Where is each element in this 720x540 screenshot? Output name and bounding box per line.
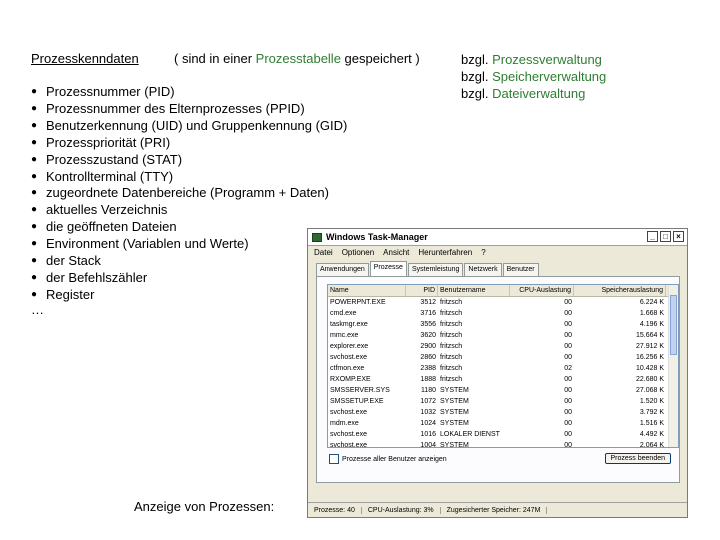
list-item: ● zugeordnete Datenbereiche (Programm + Daten) — [31, 185, 347, 202]
bzgl-list — [461, 51, 606, 102]
show-all-processes-label: Prozesse aller Benutzer anzeigen — [342, 455, 447, 463]
caption: Anzeige von Prozessen: — [134, 499, 275, 514]
bzgl-item — [461, 85, 606, 102]
table-row[interactable] — [328, 352, 678, 363]
tab-systemleistung[interactable]: Systemleistung — [408, 263, 463, 276]
attribute-list — [31, 84, 347, 304]
table-row[interactable] — [328, 374, 678, 385]
cell-memory: 4.196 K — [639, 321, 664, 328]
cell-name: mdm.exe — [330, 420, 359, 427]
table-row[interactable] — [328, 319, 678, 330]
window-controls — [647, 231, 684, 242]
cell-memory: 27.912 K — [635, 343, 664, 350]
tab-netzwerk[interactable]: Netzwerk — [464, 263, 501, 276]
table-row[interactable] — [328, 330, 678, 341]
cell-user: fritzsch — [440, 343, 463, 350]
table-row[interactable] — [328, 418, 678, 429]
taskmanager-icon — [312, 233, 322, 242]
cell-cpu: 00 — [564, 431, 572, 438]
status-cpu: CPU-Auslastung: 3% — [362, 507, 441, 514]
cell-cpu: 00 — [564, 442, 572, 448]
cell-user: SYSTEM — [440, 387, 469, 394]
cell-cpu: 00 — [564, 332, 572, 339]
status-processes: Prozesse: 40 — [308, 507, 362, 514]
cell-name: explorer.exe — [330, 343, 369, 350]
cell-user: LOKALER DIENST — [440, 431, 500, 438]
process-list-header — [328, 285, 678, 297]
menu-herunterfahren[interactable]: Herunterfahren — [418, 248, 473, 257]
status-memory: Zugesicherter Speicher: 247M — [441, 507, 548, 514]
list-item: ● Prozessnummer (PID) — [31, 84, 347, 101]
cell-memory: 10.428 K — [635, 365, 664, 372]
cell-cpu: 00 — [564, 321, 572, 328]
cell-cpu: 00 — [564, 387, 572, 394]
cell-memory: 4.492 K — [639, 431, 664, 438]
table-note — [174, 51, 420, 66]
cell-pid: 3512 — [420, 299, 436, 306]
cell-user: SYSTEM — [440, 398, 469, 405]
column-header-name[interactable]: Name — [328, 285, 406, 296]
cell-memory: 3.792 K — [639, 409, 664, 416]
table-row[interactable] — [328, 396, 678, 407]
cell-pid: 1180 — [420, 387, 436, 394]
cell-cpu: 00 — [564, 398, 572, 405]
table-row[interactable] — [328, 407, 678, 418]
table-row[interactable] — [328, 308, 678, 319]
menubar — [308, 246, 687, 259]
cell-cpu: 00 — [564, 409, 572, 416]
process-list[interactable] — [327, 284, 679, 448]
tab-anwendungen[interactable]: Anwendungen — [316, 263, 369, 276]
list-item: ● die geöffneten Dateien — [31, 219, 347, 236]
cell-user: SYSTEM — [440, 409, 469, 416]
window-title: Windows Task-Manager — [326, 232, 428, 242]
column-header-cpu[interactable]: CPU-Auslastung — [510, 285, 574, 296]
heading-title — [31, 51, 139, 66]
menu-optionen[interactable]: Optionen — [341, 248, 375, 257]
checkbox-box[interactable] — [329, 454, 339, 464]
cell-pid: 2860 — [420, 354, 436, 361]
window-titlebar[interactable] — [308, 229, 687, 246]
table-row[interactable] — [328, 297, 678, 308]
cell-user: fritzsch — [440, 376, 463, 383]
cell-user: fritzsch — [440, 321, 463, 328]
list-item: ● aktuelles Verzeichnis — [31, 202, 347, 219]
table-note-suffix: gespeichert ) — [340, 51, 420, 66]
list-item: ● Benutzerkennung (UID) und Gruppenkennung (GID) — [31, 118, 347, 135]
cell-pid: 3556 — [420, 321, 436, 328]
scrollbar-thumb[interactable] — [670, 295, 677, 355]
table-row[interactable] — [328, 385, 678, 396]
cell-memory: 16.256 K — [635, 354, 664, 361]
column-header-memory[interactable]: Speicherauslastung — [574, 285, 666, 296]
cell-pid: 1032 — [420, 409, 436, 416]
cell-name: SMSSERVER.SYS — [330, 387, 390, 394]
table-row[interactable] — [328, 440, 678, 448]
menu-datei[interactable]: Datei — [314, 248, 333, 257]
cell-cpu: 02 — [564, 365, 572, 372]
show-all-processes-checkbox[interactable] — [329, 454, 447, 464]
bzgl-label: Prozessverwaltung — [492, 52, 602, 67]
cell-memory: 22.680 K — [635, 376, 664, 383]
cell-pid: 2388 — [420, 365, 436, 372]
cell-cpu: 00 — [564, 354, 572, 361]
status-bar — [308, 502, 687, 517]
cell-user: SYSTEM — [440, 420, 469, 427]
cell-pid: 1024 — [420, 420, 436, 427]
cell-user: fritzsch — [440, 310, 463, 317]
cell-cpu: 00 — [564, 343, 572, 350]
list-item: ● der Befehlszähler — [31, 270, 347, 287]
heading-title-text: Prozesskenndaten — [31, 51, 139, 66]
cell-name: ctfmon.exe — [330, 365, 365, 372]
bzgl-item — [461, 68, 606, 85]
menu-ansicht[interactable]: Ansicht — [383, 248, 410, 257]
bzgl-prefix: bzgl. — [461, 69, 493, 84]
cell-name: svchost.exe — [330, 354, 367, 361]
cell-user: fritzsch — [440, 365, 463, 372]
cell-memory: 2.064 K — [639, 442, 664, 448]
cell-name: svchost.exe — [330, 442, 367, 448]
cell-pid: 1072 — [420, 398, 436, 405]
process-panel — [316, 276, 680, 483]
bzgl-label: Dateiverwaltung — [492, 86, 586, 101]
cell-name: svchost.exe — [330, 431, 367, 438]
table-row[interactable] — [328, 363, 678, 374]
vertical-scrollbar[interactable] — [668, 285, 678, 447]
cell-name: RXOMP.EXE — [330, 376, 371, 383]
list-item: ● Prozessnummer des Elternprozesses (PPID) — [31, 101, 347, 118]
cell-pid: 1016 — [420, 431, 436, 438]
process-rows — [328, 297, 678, 448]
bzgl-label: Speicherverwaltung — [492, 69, 607, 84]
column-header-user[interactable]: Benutzername — [438, 285, 510, 296]
cell-name: mmc.exe — [330, 332, 359, 339]
cell-cpu: 00 — [564, 299, 572, 306]
bzgl-prefix: bzgl. — [461, 86, 493, 101]
menu-help[interactable]: ? — [481, 248, 486, 257]
cell-cpu: 00 — [564, 376, 572, 383]
cell-pid: 1888 — [420, 376, 436, 383]
cell-pid: 1004 — [420, 442, 436, 448]
cell-name: taskmgr.exe — [330, 321, 368, 328]
task-manager-window — [307, 228, 688, 518]
bzgl-item — [461, 51, 606, 68]
table-row[interactable] — [328, 429, 678, 440]
cell-memory: 6.224 K — [639, 299, 664, 306]
list-item: ● der Stack — [31, 253, 347, 270]
cell-name: SMSSETUP.EXE — [330, 398, 384, 405]
cell-cpu: 00 — [564, 310, 572, 317]
table-note-highlight: Prozesstabelle — [255, 51, 341, 66]
cell-pid: 3716 — [420, 310, 436, 317]
cell-memory: 15.664 K — [635, 332, 664, 339]
cell-memory: 1.668 K — [639, 310, 664, 317]
tab-prozesse[interactable]: Prozesse — [370, 261, 407, 276]
table-row[interactable] — [328, 341, 678, 352]
cell-memory: 27.068 K — [635, 387, 664, 394]
list-item: ● Environment (Variablen und Werte) — [31, 236, 347, 253]
bzgl-prefix: bzgl. — [461, 52, 493, 67]
cell-pid: 2900 — [420, 343, 436, 350]
tab-benutzer[interactable]: Benutzer — [503, 263, 539, 276]
cell-name: cmd.exe — [330, 310, 357, 317]
cell-user: fritzsch — [440, 332, 463, 339]
close-icon[interactable]: × — [673, 231, 684, 242]
ellipsis: … — [31, 302, 44, 317]
cell-user: SYSTEM — [440, 442, 469, 448]
cell-name: POWERPNT.EXE — [330, 299, 386, 306]
cell-user: fritzsch — [440, 354, 463, 361]
list-item: ● Prozesspriorität (PRI) — [31, 135, 347, 152]
cell-memory: 1.516 K — [639, 420, 664, 427]
end-process-button[interactable]: Prozess beenden — [605, 453, 671, 464]
tab-strip — [316, 263, 539, 276]
cell-pid: 3620 — [420, 332, 436, 339]
minimize-icon[interactable]: _ — [647, 231, 658, 242]
list-item: ● Prozesszustand (STAT) — [31, 152, 347, 169]
cell-user: fritzsch — [440, 299, 463, 306]
table-note-prefix: ( sind in einer — [174, 51, 256, 66]
column-header-pid[interactable]: PID — [406, 285, 438, 296]
list-item: ● Register — [31, 287, 347, 304]
cell-cpu: 00 — [564, 420, 572, 427]
cell-name: svchost.exe — [330, 409, 367, 416]
maximize-icon[interactable]: □ — [660, 231, 671, 242]
list-item: ● Kontrollterminal (TTY) — [31, 169, 347, 186]
cell-memory: 1.520 K — [639, 398, 664, 405]
